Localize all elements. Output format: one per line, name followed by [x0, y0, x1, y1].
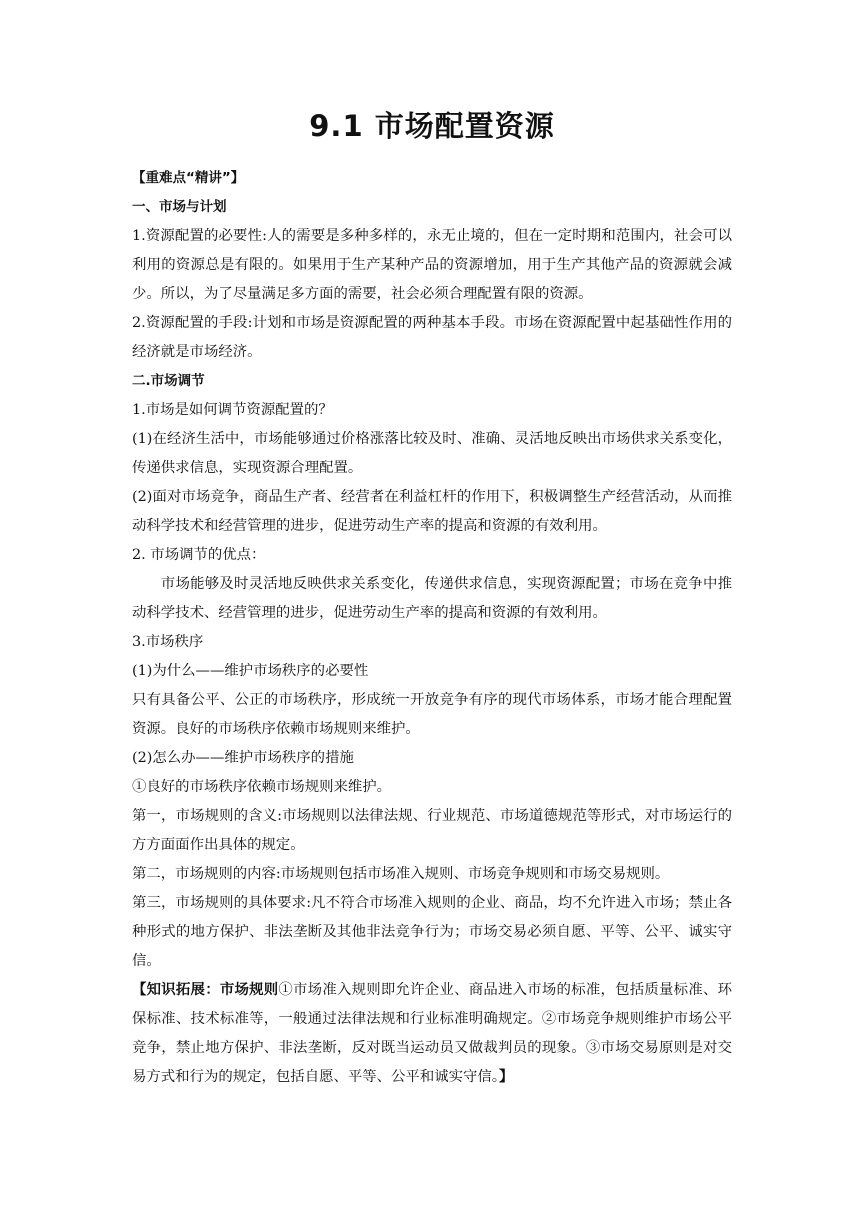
paragraph-advantages: 市场能够及时灵活地反映供求关系变化，传递供求信息，实现资源配置；市场在竞争中推动科学技术、经营管理的进步，促进劳动生产率的提高和资源的有效利用。: [132, 576, 732, 621]
paragraph-rules-maintain: ①良好的市场秩序依赖市场规则来维护。: [132, 779, 392, 795]
paragraph-second: 第二，市场规则的内容:市场规则包括市场准入规则、市场竞争规则和市场交易规则。: [132, 866, 670, 882]
document-page: [132, 0, 732, 1092]
page-title: 9.1 市场配置资源: [309, 109, 555, 143]
paragraph-how: (2)怎么办——维护市场秩序的措施: [132, 750, 354, 766]
knowledge-extension: [132, 976, 732, 1092]
knowledge-extension-end: 】: [498, 1069, 514, 1085]
paragraph-means: 2.资源配置的手段:计划和市场是资源配置的两种基本手段。市场在资源配置中起基础性作用的经济就是市场经济。: [132, 315, 732, 360]
document-body: [132, 164, 732, 1092]
paragraph-first: 第一，市场规则的含义:市场规则以法律法规、行业规范、市场道德规范等形式，对市场运行的方方面面作出具体的规定。: [132, 808, 732, 853]
heading-market-and-plan: 一、市场与计划: [132, 199, 227, 215]
paragraph-point-1: (1)在经济生活中，市场能够通过价格涨落比较及时、准确、灵活地反映出市场供求关系变化，传递供求信息，实现资源合理配置。: [132, 431, 732, 476]
heading-market-regulation: 二.市场调节: [132, 373, 205, 389]
knowledge-extension-body: ①市场准入规则即允许企业、商品进入市场的标准，包括质量标准、环保标准、技术标准等，一般通过法律法规和行业标准明确规定。②市场竞争规则维护市场公平竞争，禁止地方保护、非法垄断，反对既当运动员又做裁判员的现象。③市场交易原则是对交易方式和行为的规定，包括自愿、平等、公平和诚实守信。: [132, 982, 732, 1085]
paragraph-necessity: 1.资源配置的必要性:人的需要是多种多样的，永无止境的，但在一定时期和范围内，社会可以利用的资源总是有限的。如果用于生产某种产品的资源增加，用于生产其他产品的资源就会减少。所以，为了尽量满足多方面的需要，社会必须合理配置有限的资源。: [132, 228, 732, 302]
paragraph-why: (1)为什么——维护市场秩序的必要性: [132, 663, 369, 679]
paragraph-why-body: 只有具备公平、公正的市场秩序，形成统一开放竞争有序的现代市场体系，市场才能合理配置资源。良好的市场秩序依赖市场规则来维护。: [132, 692, 732, 737]
paragraph-third: 第三，市场规则的具体要求:凡不符合市场准入规则的企业、商品，均不允许进入市场；禁止各种形式的地方保护、非法垄断及其他非法竞争行为；市场交易必须自愿、平等、公平、诚实守信。: [132, 895, 732, 969]
paragraph-point-2: (2)面对市场竞争，商品生产者、经营者在利益杠杆的作用下，积极调整生产经营活动，从而推动科学技术和经营管理的进步，促进劳动生产率的提高和资源的有效利用。: [132, 489, 732, 534]
knowledge-extension-label: 【知识拓展：市场规则: [132, 982, 279, 998]
paragraph-advantages-title: 2. 市场调节的优点：: [132, 547, 266, 563]
paragraph-question: 1.市场是如何调节资源配置的？: [132, 402, 333, 418]
section-tag: 【重难点“精讲”】: [132, 170, 245, 186]
paragraph-order-title: 3.市场秩序: [132, 634, 204, 650]
